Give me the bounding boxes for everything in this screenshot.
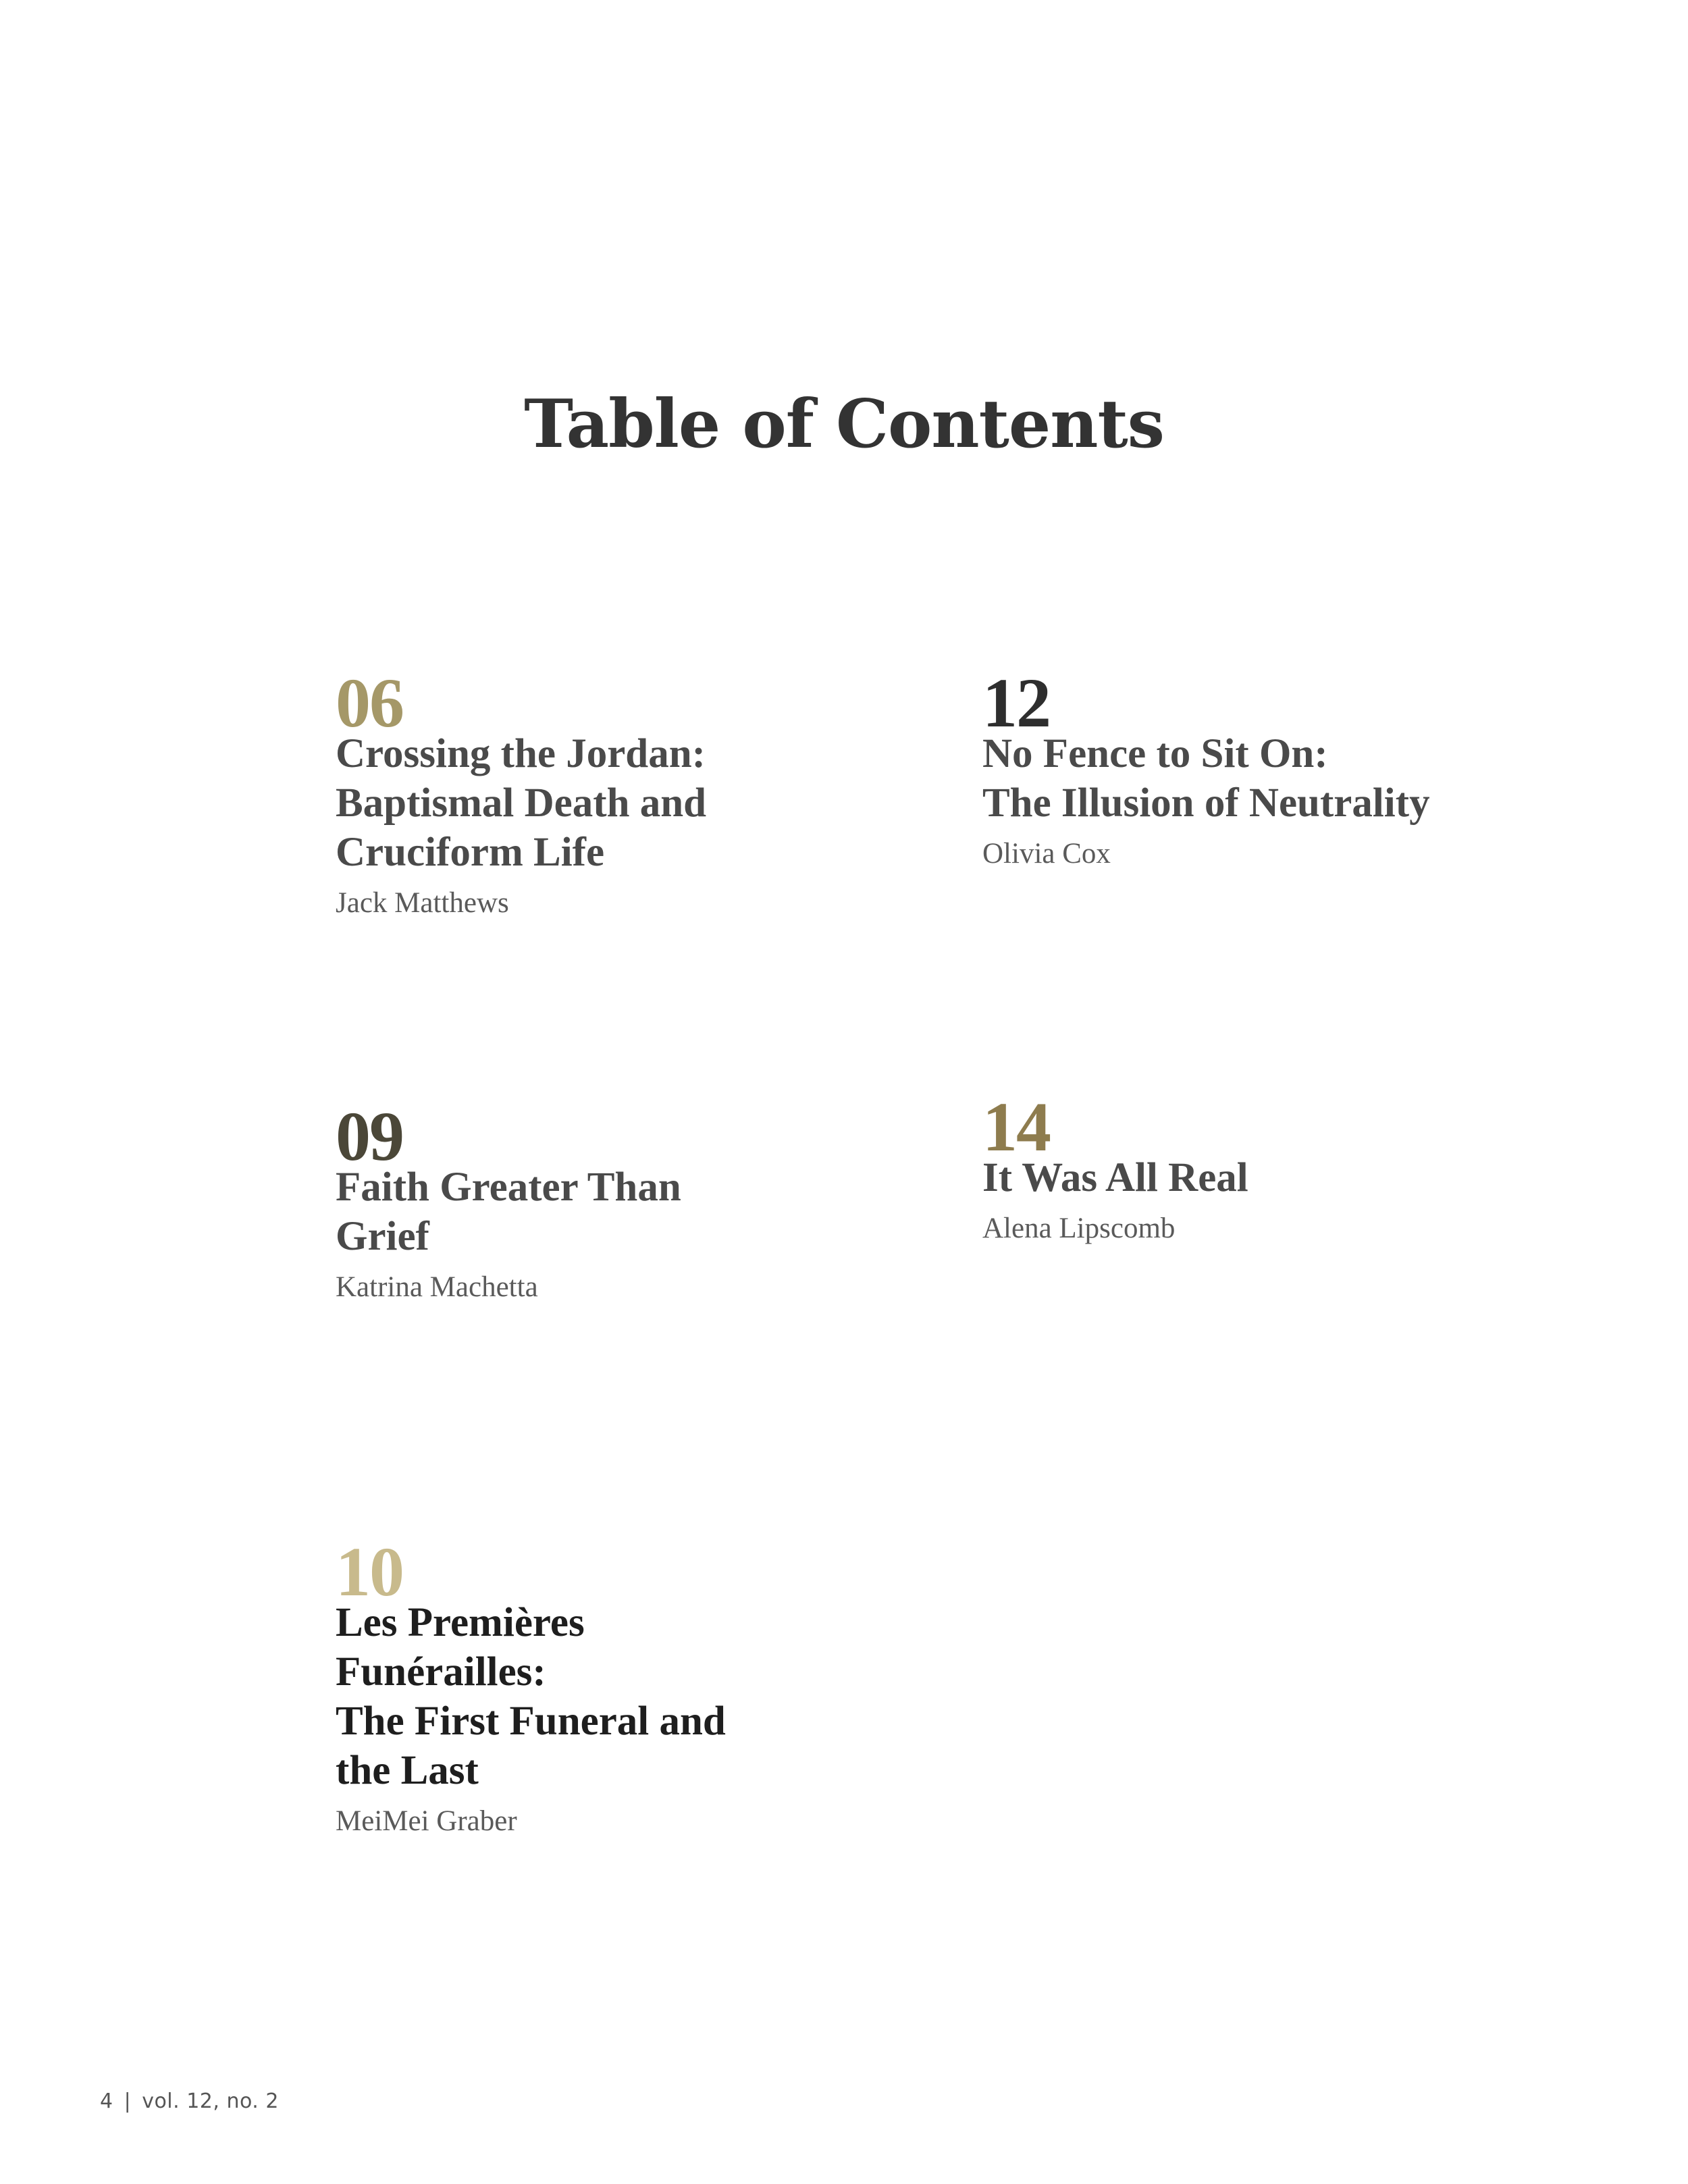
entry-author: Olivia Cox: [982, 838, 1111, 870]
footer-page-number: 4: [100, 2089, 113, 2113]
toc-entry[interactable]: [982, 1088, 1590, 1246]
page-footer: [100, 2089, 279, 2113]
entry-page-number: 09: [336, 1098, 403, 1175]
entry-page-number: 14: [982, 1088, 1050, 1166]
footer-separator: |: [124, 2089, 132, 2113]
entry-title[interactable]: It Was All Real: [982, 1155, 1248, 1200]
entry-page-number: 12: [982, 664, 1050, 742]
toc-entry[interactable]: [982, 664, 1590, 871]
toc-entry[interactable]: [336, 664, 943, 920]
entry-author: Katrina Machetta: [336, 1271, 538, 1303]
entry-page-number: 06: [336, 664, 403, 742]
footer-issue: vol. 12, no. 2: [142, 2089, 279, 2113]
entry-author: MeiMei Graber: [336, 1805, 517, 1837]
entry-author: Alena Lipscomb: [982, 1213, 1176, 1244]
page-title: Table of Contents: [524, 385, 1164, 463]
entry-title[interactable]: Faith Greater Than Grief: [336, 1165, 681, 1259]
entry-title[interactable]: Crossing the Jordan: Baptismal Death and Cruciform Life: [336, 731, 707, 875]
entry-author: Jack Matthews: [336, 887, 509, 919]
toc-entry[interactable]: [336, 1098, 943, 1304]
toc-entry[interactable]: [336, 1533, 943, 1838]
entry-title[interactable]: No Fence to Sit On: The Illusion of Neutrality: [982, 731, 1430, 826]
entry-title[interactable]: Les Premières Funérailles: The First Funeral and the Last: [336, 1600, 726, 1793]
entry-page-number: 10: [336, 1533, 403, 1611]
